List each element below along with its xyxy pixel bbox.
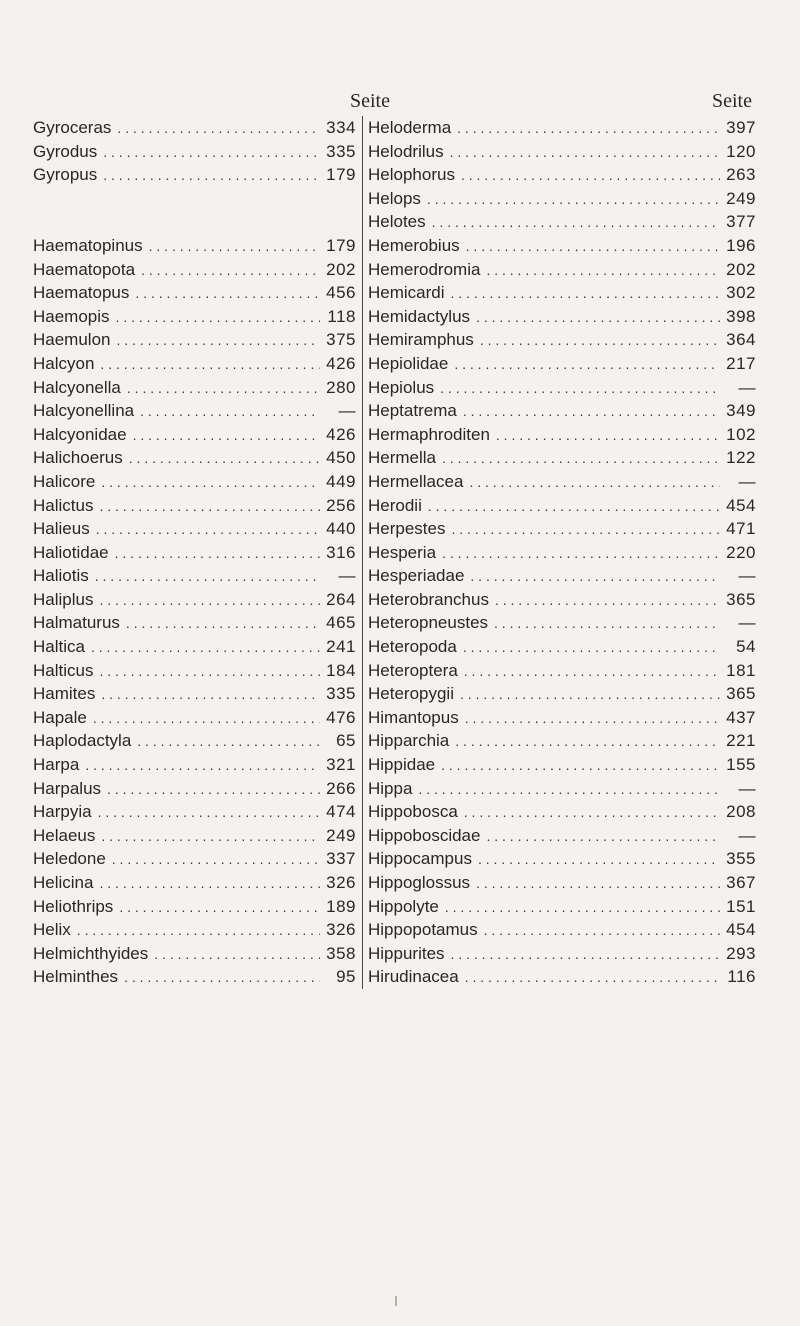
entry-page-number: 426	[326, 424, 356, 444]
entry-name: Harpyia	[33, 802, 92, 822]
leader-dots	[101, 778, 320, 802]
entry-page-number: 220	[726, 542, 756, 562]
leader-dots	[445, 943, 720, 967]
leader-dots	[478, 919, 720, 943]
index-entry	[32, 446, 362, 470]
entry-name: Hemiramphus	[368, 330, 474, 350]
entry-name: Haliplus	[33, 589, 94, 609]
entry-page-number: 335	[326, 684, 356, 704]
index-entry	[364, 564, 764, 588]
entry-name: Helminthes	[33, 967, 119, 987]
leader-dots	[457, 400, 720, 424]
entry-page-number: —	[338, 566, 356, 586]
entry-page-number: 326	[326, 873, 356, 892]
leader-dots	[121, 377, 320, 401]
leader-dots	[95, 825, 320, 849]
entry-name: Gyropus	[33, 165, 98, 185]
entry-page-number: 54	[736, 637, 756, 657]
leader-dots	[474, 329, 720, 353]
entry-page-number: 326	[326, 920, 356, 940]
index-entry	[364, 541, 764, 565]
entry-name: Halcyonidae	[33, 424, 127, 444]
index-entry	[32, 635, 362, 659]
entry-page-number: 302	[726, 283, 756, 303]
index-entry	[32, 517, 362, 541]
index-entry	[32, 800, 362, 824]
entry-page-number: 450	[326, 448, 356, 468]
entry-page-number: 454	[726, 495, 756, 515]
index-entry	[32, 824, 362, 848]
index-entry	[364, 706, 764, 730]
index-entry	[364, 258, 764, 282]
entry-name: Heloderma	[368, 118, 452, 137]
index-entry	[364, 163, 764, 187]
entry-page-number: 454	[726, 920, 756, 940]
entry-page-number: 181	[726, 660, 756, 680]
entry-page-number: —	[738, 778, 756, 798]
index-entry	[32, 611, 362, 635]
index-entry	[364, 210, 764, 234]
entry-page-number: 122	[726, 448, 756, 468]
entry-name: Halicore	[33, 471, 96, 491]
entry-name: Helicina	[33, 873, 94, 892]
leader-dots	[457, 636, 720, 660]
entry-name: Halictus	[33, 495, 94, 515]
index-entry	[32, 234, 362, 258]
index-entry	[364, 494, 764, 518]
index-entry	[364, 871, 764, 895]
index-entry	[364, 517, 764, 541]
index-entry	[364, 611, 764, 635]
leader-dots	[129, 282, 320, 306]
entry-page-number: 474	[326, 802, 356, 822]
entry-name: Hepiolidae	[368, 353, 449, 373]
index-entry	[364, 824, 764, 848]
entry-name: Heteroptera	[368, 660, 458, 680]
entry-page-number: 476	[326, 707, 356, 727]
entry-name: Hemidactylus	[368, 306, 471, 326]
index-entry	[364, 305, 764, 329]
index-entry	[32, 541, 362, 565]
entry-page-number: 437	[726, 707, 756, 727]
entry-page-number: 189	[326, 896, 356, 916]
index-entry	[364, 399, 764, 423]
index-entry	[32, 659, 362, 683]
entry-page-number: 208	[726, 802, 756, 822]
leader-dots	[89, 565, 320, 589]
index-entry	[364, 423, 764, 447]
entry-name: Haemulon	[33, 330, 111, 350]
leader-dots	[422, 495, 720, 519]
entry-page-number: 266	[326, 778, 356, 798]
entry-page-number: 316	[326, 542, 356, 562]
index-entry	[32, 706, 362, 730]
index-entry	[32, 682, 362, 706]
leader-dots	[489, 589, 720, 613]
leader-dots	[123, 447, 320, 471]
entry-page-number: 280	[326, 377, 356, 397]
leader-dots	[449, 730, 720, 754]
index-entry	[32, 895, 362, 919]
leader-dots	[421, 188, 720, 212]
leader-dots	[95, 683, 320, 707]
paper-speck	[395, 1296, 397, 1306]
entry-name: Hippocampus	[368, 849, 472, 869]
leader-dots	[435, 754, 720, 778]
leader-dots	[460, 235, 720, 259]
entry-name: Helophorus	[368, 165, 455, 185]
index-entry	[364, 140, 764, 164]
entry-page-number: 95	[336, 967, 356, 987]
entry-page-number: 196	[726, 235, 756, 255]
leader-dots	[135, 259, 320, 283]
entry-name: Hippurites	[368, 943, 445, 963]
entry-page-number: —	[338, 401, 356, 421]
entry-name: Hermellacea	[368, 471, 464, 491]
entry-name: Helodrilus	[368, 141, 444, 161]
entry-name: Herodii	[368, 495, 422, 515]
leader-dots	[97, 141, 320, 165]
leader-dots	[85, 636, 320, 660]
index-entry	[32, 140, 362, 164]
entry-name: Helix	[33, 920, 71, 940]
entry-page-number: 256	[326, 495, 356, 515]
entry-page-number: 151	[726, 896, 756, 916]
entry-name: Haematopus	[33, 283, 130, 303]
entry-page-number: 65	[336, 731, 356, 751]
leader-dots	[106, 848, 320, 872]
index-entry	[364, 328, 764, 352]
leader-dots	[109, 542, 320, 566]
index-entry	[32, 564, 362, 588]
leader-dots	[463, 471, 720, 495]
leader-dots	[480, 825, 720, 849]
leader-dots	[127, 424, 320, 448]
entry-name: Haematopinus	[33, 235, 143, 255]
leader-dots	[439, 896, 720, 920]
entry-page-number: —	[738, 471, 756, 491]
entry-page-number: 202	[726, 259, 756, 279]
entry-name: Heledone	[33, 849, 106, 869]
entry-name: Haltica	[33, 637, 85, 657]
leader-dots	[472, 848, 720, 872]
index-entry	[364, 187, 764, 211]
index-entry	[364, 942, 764, 966]
entry-name: Helmichthyides	[33, 943, 149, 963]
entry-name: Harpalus	[33, 778, 102, 798]
entry-name: Haematopota	[33, 259, 136, 279]
index-entry	[32, 352, 362, 376]
leader-dots	[134, 400, 320, 424]
entry-name: Halcyonella	[33, 377, 121, 397]
entry-name: Halcyon	[33, 353, 95, 373]
leader-dots	[110, 306, 320, 330]
entry-page-number: 337	[326, 849, 356, 869]
index-entry	[32, 163, 362, 187]
entry-name: Hippobosca	[368, 802, 458, 822]
entry-name: Hepiolus	[368, 377, 435, 397]
index-entry	[32, 753, 362, 777]
index-entry	[364, 777, 764, 801]
entry-name: Haemopis	[33, 306, 110, 326]
leader-dots	[470, 872, 720, 896]
index-entry	[364, 659, 764, 683]
index-entry	[364, 116, 764, 140]
entry-name: Hermaphroditen	[368, 424, 490, 444]
entry-name: Hippolyte	[368, 896, 439, 916]
entry-name: Heliothrips	[33, 896, 114, 916]
entry-name: Halichoerus	[33, 448, 123, 468]
leader-dots	[490, 424, 720, 448]
leader-dots	[454, 683, 720, 707]
entry-name: Hesperia	[368, 542, 437, 562]
entry-page-number: 293	[726, 943, 756, 963]
leader-dots	[412, 778, 720, 802]
entry-page-number: 365	[726, 589, 756, 609]
entry-name: Haliotis	[33, 566, 89, 586]
leader-dots	[93, 589, 320, 613]
entry-page-number: 377	[726, 212, 756, 232]
entry-page-number: 155	[726, 755, 756, 775]
index-entry	[364, 635, 764, 659]
entry-page-number: 120	[726, 141, 756, 161]
entry-name: Hippopotamus	[368, 920, 478, 940]
index-entry	[32, 470, 362, 494]
entry-page-number: —	[738, 613, 756, 633]
entry-page-number: 241	[326, 637, 356, 657]
entry-page-number: 397	[726, 118, 756, 137]
index-entry	[32, 423, 362, 447]
leader-dots	[93, 495, 320, 519]
index-entry	[32, 942, 362, 966]
leader-dots	[451, 117, 720, 141]
leader-dots	[79, 754, 320, 778]
index-entry	[32, 258, 362, 282]
index-entry	[32, 918, 362, 942]
entry-name: Hippidae	[368, 755, 436, 775]
index-entry	[32, 210, 362, 234]
leader-dots	[131, 730, 320, 754]
entry-page-number: 449	[326, 471, 356, 491]
index-column-right	[364, 116, 764, 989]
header-seite-right: Seite	[712, 90, 752, 112]
entry-page-number: 249	[726, 188, 756, 208]
leader-dots	[464, 565, 720, 589]
index-entry	[32, 281, 362, 305]
entry-page-number: 471	[726, 519, 756, 539]
index-entry	[32, 965, 362, 989]
entry-page-number: 217	[726, 353, 756, 373]
index-entry	[364, 965, 764, 989]
entry-page-number: 355	[726, 849, 756, 869]
index-entry	[364, 847, 764, 871]
entry-page-number: 184	[326, 660, 356, 680]
entry-page-number: 440	[326, 519, 356, 539]
leader-dots	[445, 518, 720, 542]
leader-dots	[118, 966, 320, 990]
entry-page-number: 358	[326, 943, 356, 963]
index-column-left	[32, 116, 363, 989]
index-entry	[364, 281, 764, 305]
entry-name: Halmaturus	[33, 613, 120, 633]
index-entry	[32, 588, 362, 612]
entry-page-number: 375	[326, 330, 356, 350]
entry-page-number: 367	[726, 873, 756, 892]
leader-dots	[148, 943, 320, 967]
entry-name: Hirudinacea	[368, 967, 459, 987]
entry-name: Hapale	[33, 707, 87, 727]
entry-page-number: 118	[327, 306, 356, 326]
index-entry	[32, 729, 362, 753]
leader-dots	[470, 306, 720, 330]
entry-name: Helaeus	[33, 825, 96, 845]
entry-name: Hemerobius	[368, 235, 460, 255]
leader-dots	[90, 518, 320, 542]
entry-name: Halieus	[33, 519, 90, 539]
entry-page-number: 221	[726, 731, 756, 751]
entry-name: Heteropneustes	[368, 613, 489, 633]
leader-dots	[87, 707, 320, 731]
leader-dots	[488, 612, 720, 636]
entry-name: Hermella	[368, 448, 437, 468]
leader-dots	[426, 211, 720, 235]
entry-page-number: 349	[726, 401, 756, 421]
index-entry	[32, 305, 362, 329]
entry-page-number: 249	[326, 825, 356, 845]
leader-dots	[459, 707, 720, 731]
entry-page-number: 364	[726, 330, 756, 350]
entry-name: Heptatrema	[368, 401, 457, 421]
entry-page-number: 263	[726, 165, 756, 185]
leader-dots	[94, 353, 320, 377]
entry-name: Hemerodromia	[368, 259, 481, 279]
index-entry	[364, 446, 764, 470]
leader-dots	[113, 896, 320, 920]
leader-dots	[71, 919, 320, 943]
leader-dots	[97, 164, 320, 188]
entry-name: Heteropygii	[368, 684, 454, 704]
entry-page-number: 202	[326, 259, 356, 279]
leader-dots	[111, 117, 320, 141]
leader-dots	[459, 966, 720, 990]
entry-name: Hippa	[368, 778, 413, 798]
entry-name: Helotes	[368, 212, 426, 232]
index-entry	[364, 352, 764, 376]
entry-page-number: 465	[326, 613, 356, 633]
leader-dots	[111, 329, 321, 353]
entry-name: Haliotidae	[33, 542, 109, 562]
entry-name: Hemicardi	[368, 283, 445, 303]
entry-page-number: 334	[326, 118, 356, 137]
entry-page-number: 116	[727, 967, 756, 987]
index-entry	[364, 800, 764, 824]
entry-page-number: 365	[726, 684, 756, 704]
index-entry	[364, 753, 764, 777]
index-entry	[32, 187, 362, 211]
leader-dots	[434, 377, 720, 401]
index-entry	[364, 470, 764, 494]
entry-name: Haplodactyla	[33, 731, 132, 751]
entry-page-number: 398	[726, 306, 756, 326]
index-entry	[364, 895, 764, 919]
index-entry	[364, 376, 764, 400]
entry-page-number: 335	[326, 141, 356, 161]
entry-name: Hippoglossus	[368, 873, 471, 892]
entry-name: Gyrodus	[33, 141, 98, 161]
entry-name: Hamites	[33, 684, 96, 704]
entry-name: Herpestes	[368, 519, 446, 539]
entry-name: Himantopus	[368, 707, 459, 727]
index-entry	[364, 729, 764, 753]
leader-dots	[93, 660, 320, 684]
entry-name: Heterobranchus	[368, 589, 489, 609]
leader-dots	[436, 447, 720, 471]
leader-dots	[93, 872, 320, 896]
leader-dots	[95, 471, 320, 495]
leader-dots	[143, 235, 320, 259]
leader-dots	[458, 801, 720, 825]
leader-dots	[444, 141, 720, 165]
entry-name: Hesperiadae	[368, 566, 465, 586]
entry-name: Heteropoda	[368, 637, 457, 657]
index-entry	[32, 116, 362, 140]
index-entry	[364, 918, 764, 942]
index-entry	[32, 871, 362, 895]
index-entry	[364, 588, 764, 612]
leader-dots	[455, 164, 720, 188]
entry-page-number: 456	[326, 283, 356, 303]
leader-dots	[448, 353, 720, 377]
leader-dots	[436, 542, 720, 566]
entry-page-number: 179	[326, 235, 356, 255]
entry-name: Harpa	[33, 755, 80, 775]
index-entry	[32, 328, 362, 352]
entry-page-number: 321	[326, 755, 356, 775]
leader-dots	[120, 612, 320, 636]
entry-name: Gyroceras	[33, 118, 112, 137]
entry-page-number: —	[738, 377, 756, 397]
header-seite-left: Seite	[350, 90, 390, 112]
entry-name: Hippoboscidae	[368, 825, 481, 845]
entry-name: Helops	[368, 188, 421, 208]
entry-name: Halcyonellina	[33, 401, 135, 421]
index-entry	[32, 847, 362, 871]
leader-dots	[458, 660, 720, 684]
index-entry	[32, 777, 362, 801]
entry-page-number: —	[738, 825, 756, 845]
leader-dots	[480, 259, 720, 283]
index-entry	[364, 682, 764, 706]
index-entry	[32, 376, 362, 400]
index-entry	[32, 494, 362, 518]
index-entry	[364, 234, 764, 258]
entry-page-number: 426	[326, 353, 356, 373]
entry-page-number: —	[738, 566, 756, 586]
entry-page-number: 264	[326, 589, 356, 609]
index-entry	[32, 399, 362, 423]
entry-page-number: 102	[726, 424, 756, 444]
leader-dots	[445, 282, 720, 306]
entry-page-number: 179	[326, 165, 356, 185]
leader-dots	[92, 801, 320, 825]
entry-name: Halticus	[33, 660, 94, 680]
entry-name: Hipparchia	[368, 731, 450, 751]
